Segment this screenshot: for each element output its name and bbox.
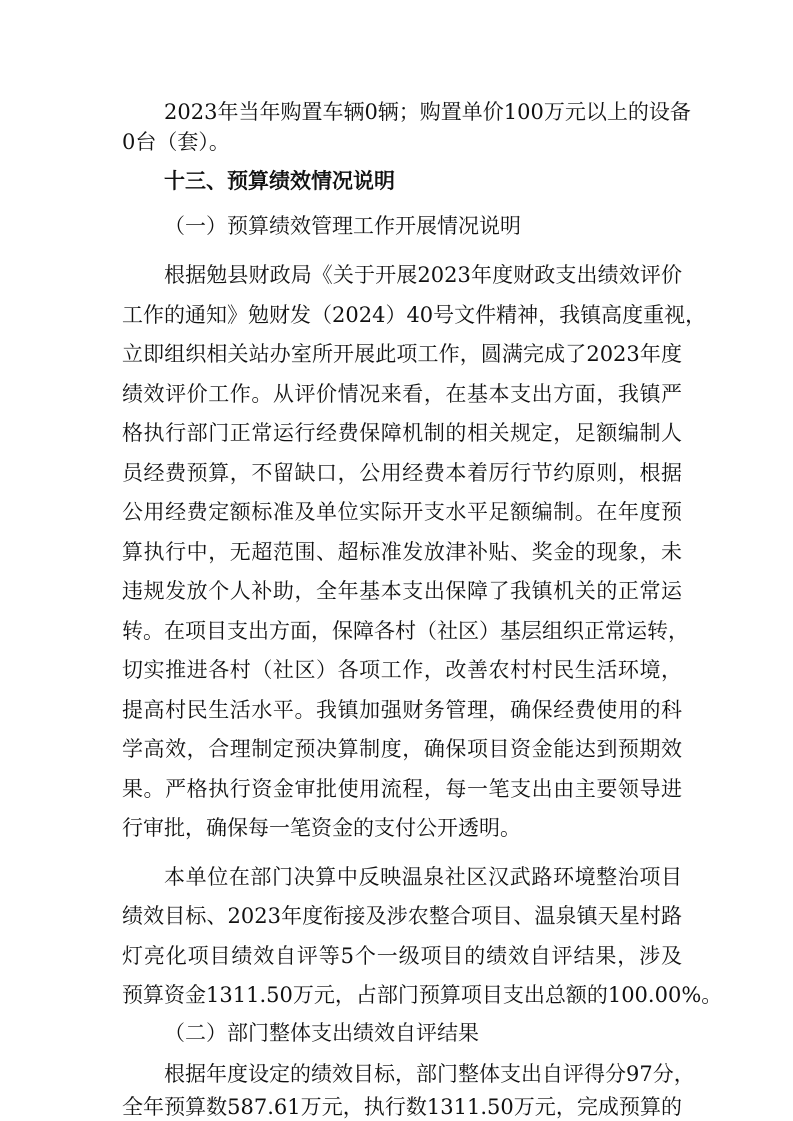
paragraph-line: 0台（套）。 <box>122 130 230 154</box>
paragraph-line: 学高效，合理制定预决算制度，确保项目资金能达到预期效 <box>122 737 682 761</box>
paragraph-line: 员经费预算，不留缺口，公用经费本着厉行节约原则，根据 <box>122 461 682 485</box>
paragraph-line: 绩效评价工作。从评价情况来看，在基本支出方面，我镇严 <box>122 382 682 406</box>
paragraph-line: 违规发放个人补助，全年基本支出保障了我镇机关的正常运 <box>122 579 682 603</box>
subsection-heading: （二）部门整体支出绩效自评结果 <box>164 1021 479 1045</box>
paragraph-line: 立即组织相关站办室所开展此项工作，圆满完成了2023年度 <box>122 342 682 366</box>
paragraph-line: 根据年度设定的绩效目标，部门整体支出自评得分97分， <box>164 1062 695 1086</box>
paragraph-line: 行审批，确保每一笔资金的支付公开透明。 <box>122 816 521 840</box>
paragraph-line: 算执行中，无超范围、超标准发放津补贴、奖金的现象，未 <box>122 540 682 564</box>
section-heading: 十三、预算绩效情况说明 <box>164 168 395 193</box>
paragraph-line: 全年预算数587.61万元，执行数1311.50万元，完成预算的 <box>122 1095 682 1119</box>
paragraph-line: 切实推进各村（社区）各项工作，改善农村村民生活环境， <box>122 658 682 682</box>
paragraph-line: 格执行部门正常运行经费保障机制的相关规定，足额编制人 <box>122 421 682 445</box>
subsection-heading: （一）预算绩效管理工作开展情况说明 <box>164 214 521 238</box>
paragraph-line: 2023年当年购置车辆0辆；购置单价100万元以上的设备 <box>164 100 691 124</box>
paragraph-line: 灯亮化项目绩效自评等5个一级项目的绩效自评结果，涉及 <box>122 944 682 968</box>
paragraph-line: 绩效目标、2023年度衔接及涉农整合项目、温泉镇天星村路 <box>122 904 682 928</box>
paragraph-line: 果。严格执行资金审批使用流程，每一笔支出由主要领导进 <box>122 777 682 801</box>
paragraph-line: 本单位在部门决算中反映温泉社区汉武路环境整治项目 <box>164 865 682 889</box>
paragraph-line: 工作的通知》勉财发（2024）40号文件精神，我镇高度重视， <box>122 303 707 327</box>
paragraph-line: 公用经费定额标准及单位实际开支水平足额编制。在年度预 <box>122 500 682 524</box>
paragraph-line: 提高村民生活水平。我镇加强财务管理，确保经费使用的科 <box>122 698 682 722</box>
paragraph-line: 根据勉县财政局《关于开展2023年度财政支出绩效评价 <box>164 263 682 287</box>
paragraph-line: 预算资金1311.50万元，占部门预算项目支出总额的100.00%。 <box>122 983 723 1007</box>
paragraph-line: 转。在项目支出方面，保障各村（社区）基层组织正常运转， <box>122 619 689 643</box>
